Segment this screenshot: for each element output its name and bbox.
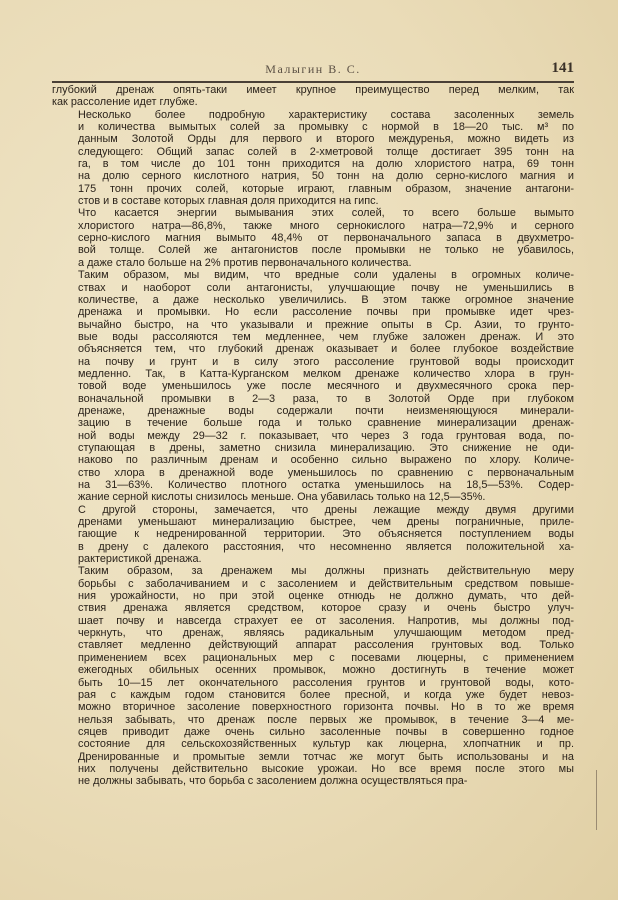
text-line: и количества вымытых солей за промывку с нормой в 18—20 тыс. м³ по (78, 121, 574, 134)
text-line: медленно. Так, в Катта-Курганском мелком дренаже количество хлора в грун- (78, 367, 574, 380)
text-line: ство хлора в дренажной воде уменьшилось по сравнению с первоначальным (78, 466, 574, 479)
text-line: Несколько более подробную характеристику состава засоленных земель (78, 108, 574, 121)
text-line: шает почву и навсегда страхует ее от засоления. Напротив, мы должны под- (78, 614, 574, 627)
text-line: Таким образом, за дренажем мы должны признать действительную меру (78, 565, 574, 578)
text-line: ния урожайности, но при этой оценке отнюдь не должно думать, что дей- (78, 590, 574, 603)
text-line: следующего: Общий запас солей в 2-хметровой толще достигает 395 тонн на (78, 145, 574, 158)
text-line: дренами уменьшают минерализацию быстрее, чем дрены пограничные, приле- (78, 516, 574, 529)
text-line: рая с каждым годом становится более пресной, и когда уже будет невоз- (78, 688, 574, 701)
text-line: наково по различным дренам и особенно сильно выражено по хлору. Количе- (78, 454, 574, 467)
text-line: на 31—63%. Количество плотного остатка уменьшилось на 18,5—53%. Содер- (78, 479, 574, 491)
text-line: зацию в течение больше года и только сравнение минерализации дренаж- (78, 417, 574, 430)
page-number: 141 (551, 60, 574, 76)
text-line: состояние для сельскохозяйственных культур как люцерна, хлопчатник и пр. (78, 738, 574, 751)
text-line: дренажа и промывки. Но если рассоление почвы при промывке идет чрез- (78, 306, 574, 319)
text-line: нельзя забывать, что дренаж после первых же промывок, в течение 3—4 ме- (78, 713, 574, 726)
paragraph (52, 207, 574, 269)
text-line: Таким образом, мы видим, что вредные соли удалены в огромных количе- (78, 269, 574, 282)
text-line: как рассоление идет глубже. (52, 96, 198, 109)
text-line: га, в том числе до 101 тонн приходится на долю хлористого натра, 69 тонн (78, 158, 574, 171)
text-line: черкнуть, что дренаж, являясь радикальным улучшающим методом пред- (78, 627, 574, 640)
text-line: вычайно быстро, на что указывали и прежние опыты в Ср. Азии, то грунто- (78, 318, 574, 331)
text-line: не должны забывать, что борьба с засолением должна осуществляться пра- (78, 775, 468, 788)
running-head: Малыгин В. С. (265, 62, 361, 76)
text-line: них получены действительно высокие урожаи. Но все время после этого мы (78, 762, 574, 775)
text-line: ствах и наоборот соли антагонисты, улучшающие почву не уменьшились в (78, 281, 574, 294)
text-line: вые воды рассоляются тем медленнее, чем глубже заложен дренаж. И это (78, 330, 574, 343)
text-line: количестве, а даже несколько увеличились. В этом также огромное значение (78, 293, 574, 306)
text-line: ежегодных обильных осенних промывок, можно достигнуть в течение может (78, 664, 574, 677)
text-line: Что касается энергии вымывания этих солей, то всего больше вымыто (78, 207, 574, 220)
text-line: 175 тонн прочих солей, которые играют, главным образом, значение антагони- (78, 182, 574, 195)
text-line: вой толще. Солей же антагонистов после промывки не только не убавилось, (78, 244, 574, 257)
text-line: ступающая в дрены, заметно снизила минерализацию. Это снижение не оди- (78, 441, 574, 454)
paragraph (52, 109, 574, 208)
text-line: борьбы с заболачиванием и с засолением и действительным средством повыше- (78, 577, 574, 590)
text-line: воначальной промывки в 2—3 раза, то в Золотой Орде при глубоком (78, 392, 574, 405)
text-line: стов и в составе которых главная доля приходится на гипс. (78, 195, 379, 208)
text-line: на долю серного кислотного натрия, 50 тонн на долю серно-кислого магния и (78, 170, 574, 183)
text-line: быть 10—15 лет окончательного рассоления грунтов и грунтовой воды, кото- (78, 676, 574, 689)
margin-mark (596, 770, 597, 830)
text-line: глубокий дренаж опять-таки имеет крупное преимущество перед мелким, так (52, 84, 574, 96)
text-line: объясняется тем, что глубокий дренаж оказывает и более глубокое воздействие (78, 343, 574, 356)
text-line: ставляет медленно действующий аппарат рассоления грунтовых вод. Только (78, 639, 574, 652)
text-line: ствия дренажа является средством, которое сразу и очень быстро улуч- (78, 602, 574, 615)
text-line: можно вторичное засоление поверхностного горизонта почвы. Но в то же время (78, 701, 574, 714)
text-line: товой воде уменьшилось уже после месячного и двухмесячного срока пер- (78, 380, 574, 393)
page-header (52, 62, 574, 82)
text-line: дренаже, дренажные воды содержали почти неизменяющуюся минерали- (78, 404, 574, 417)
text-line: сяцев приводит даже очень сильно засоленные почвы в совершенно годное (78, 725, 574, 738)
text-line: ной воды между 29—32 г. показывает, что через 3 года грунтовая вода, по- (78, 429, 574, 442)
text-line: хлористого натра—86,8%, также много сернокислого натра—72,9% и серного (78, 219, 574, 232)
text-line: данным Золотой Орды для первого и второго междуренья, можно видеть из (78, 133, 574, 146)
header-rule (52, 81, 574, 83)
text-line: на почву и грунт и в силу этого рассоление грунтовой воды происходит (78, 355, 574, 368)
text-line: рактеристикой дренажа. (78, 553, 202, 566)
text-line: Дренированные и промытые земли тотчас же могут быть использованы и на (78, 750, 574, 763)
text-line: гающие к недренированной территории. Это объясняется поступлением воды (78, 528, 574, 541)
paragraph (52, 269, 574, 504)
text-line: применением всех рациональных мер с посевами люцерны, с применением (78, 651, 574, 664)
paragraph (52, 84, 574, 109)
paragraph (52, 565, 574, 787)
text-line: серно-кислого магния вымыто 48,4% от первоначального запаса в двухметро- (78, 232, 574, 245)
text-line: жание серной кислоты снизилось меньше. Она убавилась только на 12,5—35%. (78, 491, 486, 504)
text-line: в дрену с далекого расстояния, что несомненно является положительной ха- (78, 540, 574, 553)
body-text (52, 84, 574, 788)
text-line: С другой стороны, замечается, что дрены лежащие между двумя другими (78, 503, 574, 516)
text-line: а даже стало больше на 2% против первоначального количества. (78, 256, 412, 269)
paragraph (52, 504, 574, 566)
